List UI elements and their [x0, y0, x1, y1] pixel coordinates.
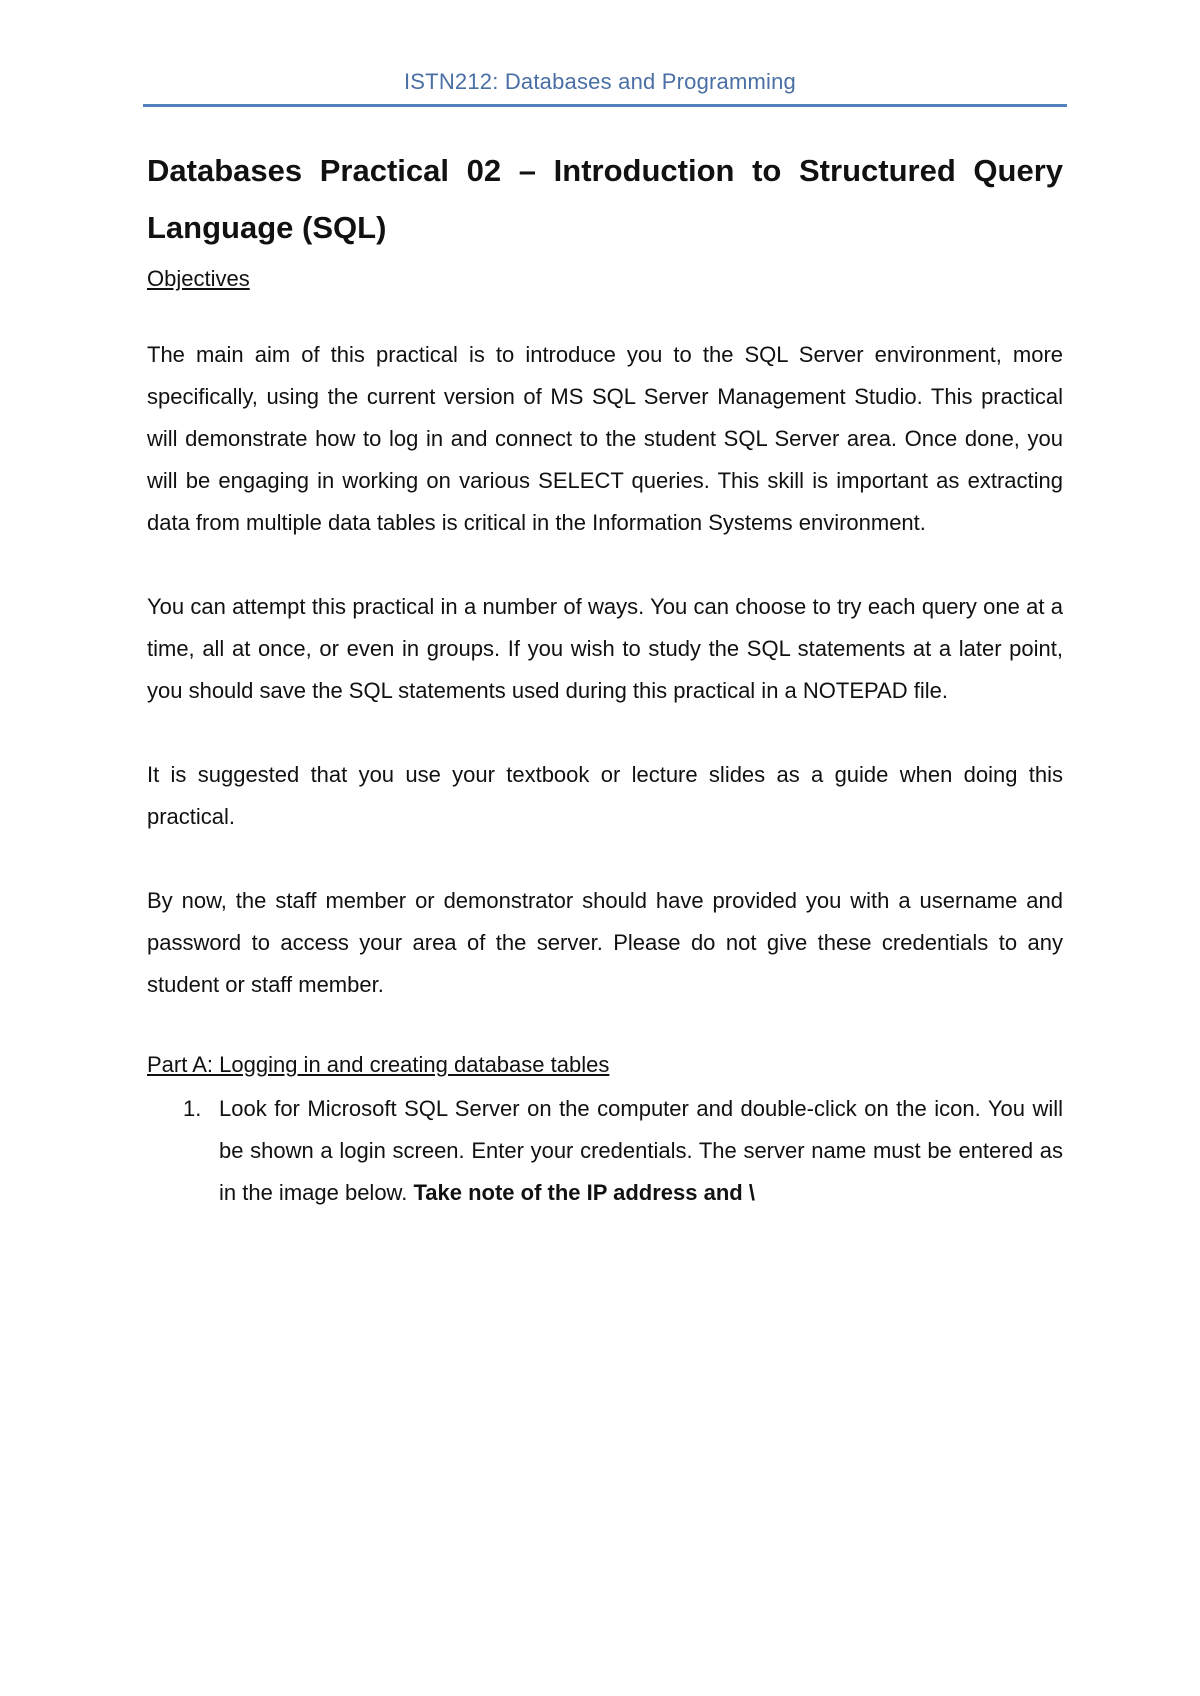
- objectives-heading: Objectives: [147, 266, 250, 291]
- list-item: [147, 1088, 1063, 1214]
- header-divider: [143, 104, 1067, 107]
- step-text: Look for Microsoft SQL Server on the computer and double-click on the icon. You will be shown a login screen. Enter your credentials. The server name must be entered as in the image below.: [219, 1096, 1063, 1205]
- document-body: [147, 142, 1063, 1214]
- part-a-steps: [147, 1088, 1063, 1214]
- document-title: Databases Practical 02 – Introduction to Structured Query Language (SQL): [147, 153, 1063, 245]
- paragraph-guide: It is suggested that you use your textbook or lecture slides as a guide when doing this practical.: [147, 762, 1063, 829]
- part-a-heading: Part A: Logging in and creating database tables: [147, 1052, 610, 1077]
- paragraph-credentials: By now, the staff member or demonstrator should have provided you with a username and password to access your area of the server. Please do not give these credentials to any student or staff member.: [147, 888, 1063, 997]
- paragraph-approach: You can attempt this practical in a number of ways. You can choose to try each query one at a time, all at once, or even in groups. If you wish to study the SQL statements at a later point, you should save the SQL statements used during this practical in a NOTEPAD file.: [147, 594, 1063, 703]
- paragraph-intro: The main aim of this practical is to introduce you to the SQL Server environment, more specifically, using the current version of MS SQL Server Management Studio. This practical will demonstrate how to log in and connect to the student SQL Server area. Once done, you will be engaging in working on various SELECT queries. This skill is important as extracting data from multiple data tables is critical in the Information Systems environment.: [147, 342, 1063, 535]
- step-bold-text: Take note of the IP address and \: [413, 1180, 755, 1205]
- step-number: 1.: [183, 1096, 202, 1121]
- page-header: ISTN212: Databases and Programming: [404, 69, 796, 94]
